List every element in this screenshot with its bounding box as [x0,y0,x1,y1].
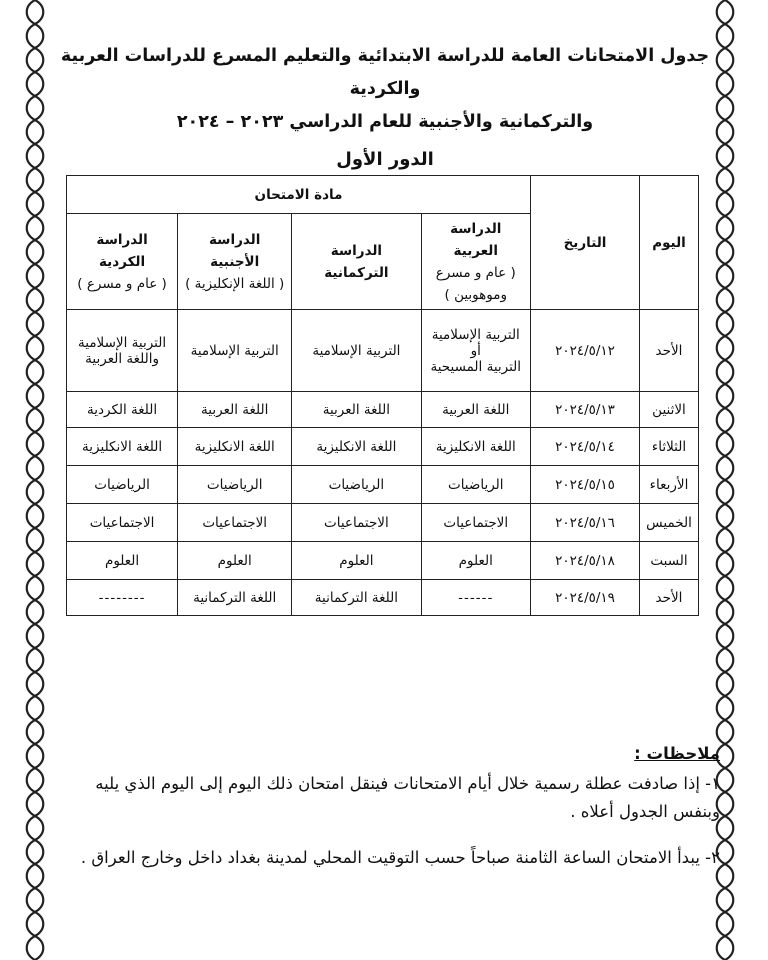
cell-kurdish: العلوم [67,542,178,580]
cell-foreign: اللغة العربية [178,392,292,428]
cell-date: ٢٠٢٤/٥/١٢ [531,310,640,392]
cell-day: الخميس [640,504,699,542]
table-row [67,392,699,428]
document-title [60,40,710,176]
cell-turkmen: اللغة الانكليزية [292,428,421,466]
cell-foreign: الرياضيات [178,466,292,504]
cell-date: ٢٠٢٤/٥/١٦ [531,504,640,542]
table-row [67,580,699,616]
cell-foreign: الاجتماعيات [178,504,292,542]
cell-arabic: الاجتماعيات [421,504,530,542]
cell-foreign: اللغة التركمانية [178,580,292,616]
cell-kurdish: -------- [67,580,178,616]
table-row [67,428,699,466]
cell-day: الاثنين [640,392,699,428]
cell-arabic: اللغة العربية [421,392,530,428]
table-row [67,310,699,392]
cell-day: الأحد [640,580,699,616]
cell-date: ٢٠٢٤/٥/١٣ [531,392,640,428]
cell-date: ٢٠٢٤/٥/١٥ [531,466,640,504]
header-stream-arabic: الدراسة العربية ( عام و مسرع وموهوبين ) [421,214,530,310]
cell-day: الأربعاء [640,466,699,504]
cell-day: الثلاثاء [640,428,699,466]
cell-turkmen: الاجتماعيات [292,504,421,542]
cell-day: السبت [640,542,699,580]
header-day: اليوم [640,176,699,310]
header-stream-turkmen: الدراسة التركمانية [292,214,421,310]
cell-arabic: الرياضيات [421,466,530,504]
cell-kurdish: الرياضيات [67,466,178,504]
table-row [67,466,699,504]
cell-turkmen: اللغة العربية [292,392,421,428]
title-line-1: جدول الامتحانات العامة للدراسة الابتدائية والتعليم المسرع للدراسات العربية والكردية [60,46,710,99]
cell-turkmen: التربية الإسلامية [292,310,421,392]
cell-arabic: ------ [421,580,530,616]
cell-turkmen: الرياضيات [292,466,421,504]
cell-date: ٢٠٢٤/٥/١٩ [531,580,640,616]
cell-kurdish: اللغة الانكليزية [67,428,178,466]
note-item: ١- إذا صادفت عطلة رسمية خلال أيام الامتحانات فينقل امتحان ذلك اليوم إلى اليوم الذي يليه وبنفس الجدول أعلاه . [95,774,720,821]
decorative-border-left [22,0,48,960]
cell-turkmen: اللغة التركمانية [292,580,421,616]
note-item: ٢- يبدأ الامتحان الساعة الثامنة صباحاً حسب التوقيت المحلي لمدينة بغداد داخل وخارج العراق . [80,848,720,867]
header-stream-foreign: الدراسة الأجنبية ( اللغة الإنكليزية ) [178,214,292,310]
exam-schedule-table [66,175,699,616]
table-row [67,504,699,542]
cell-turkmen: العلوم [292,542,421,580]
title-line-2: والتركمانية والأجنبية للعام الدراسي ٢٠٢٣ – ٢٠٢٤ [176,112,594,132]
header-stream-kurdish: الدراسة الكردية ( عام و مسرع ) [67,214,178,310]
header-subject: مادة الامتحان [67,176,531,214]
cell-kurdish: اللغة الكردية [67,392,178,428]
notes-section [60,740,720,890]
cell-arabic: التربية الإسلامية أو التربية المسيحية [421,310,530,392]
cell-day: الأحد [640,310,699,392]
exam-round-title: الدور الأول [336,149,434,170]
cell-kurdish: التربية الإسلامية واللغة العربية [67,310,178,392]
cell-foreign: العلوم [178,542,292,580]
cell-arabic: العلوم [421,542,530,580]
cell-arabic: اللغة الانكليزية [421,428,530,466]
notes-heading: ملاحظات : [634,744,720,763]
cell-foreign: اللغة الانكليزية [178,428,292,466]
cell-date: ٢٠٢٤/٥/١٤ [531,428,640,466]
cell-kurdish: الاجتماعيات [67,504,178,542]
header-date: التاريخ [531,176,640,310]
cell-foreign: التربية الإسلامية [178,310,292,392]
cell-date: ٢٠٢٤/٥/١٨ [531,542,640,580]
table-row [67,542,699,580]
